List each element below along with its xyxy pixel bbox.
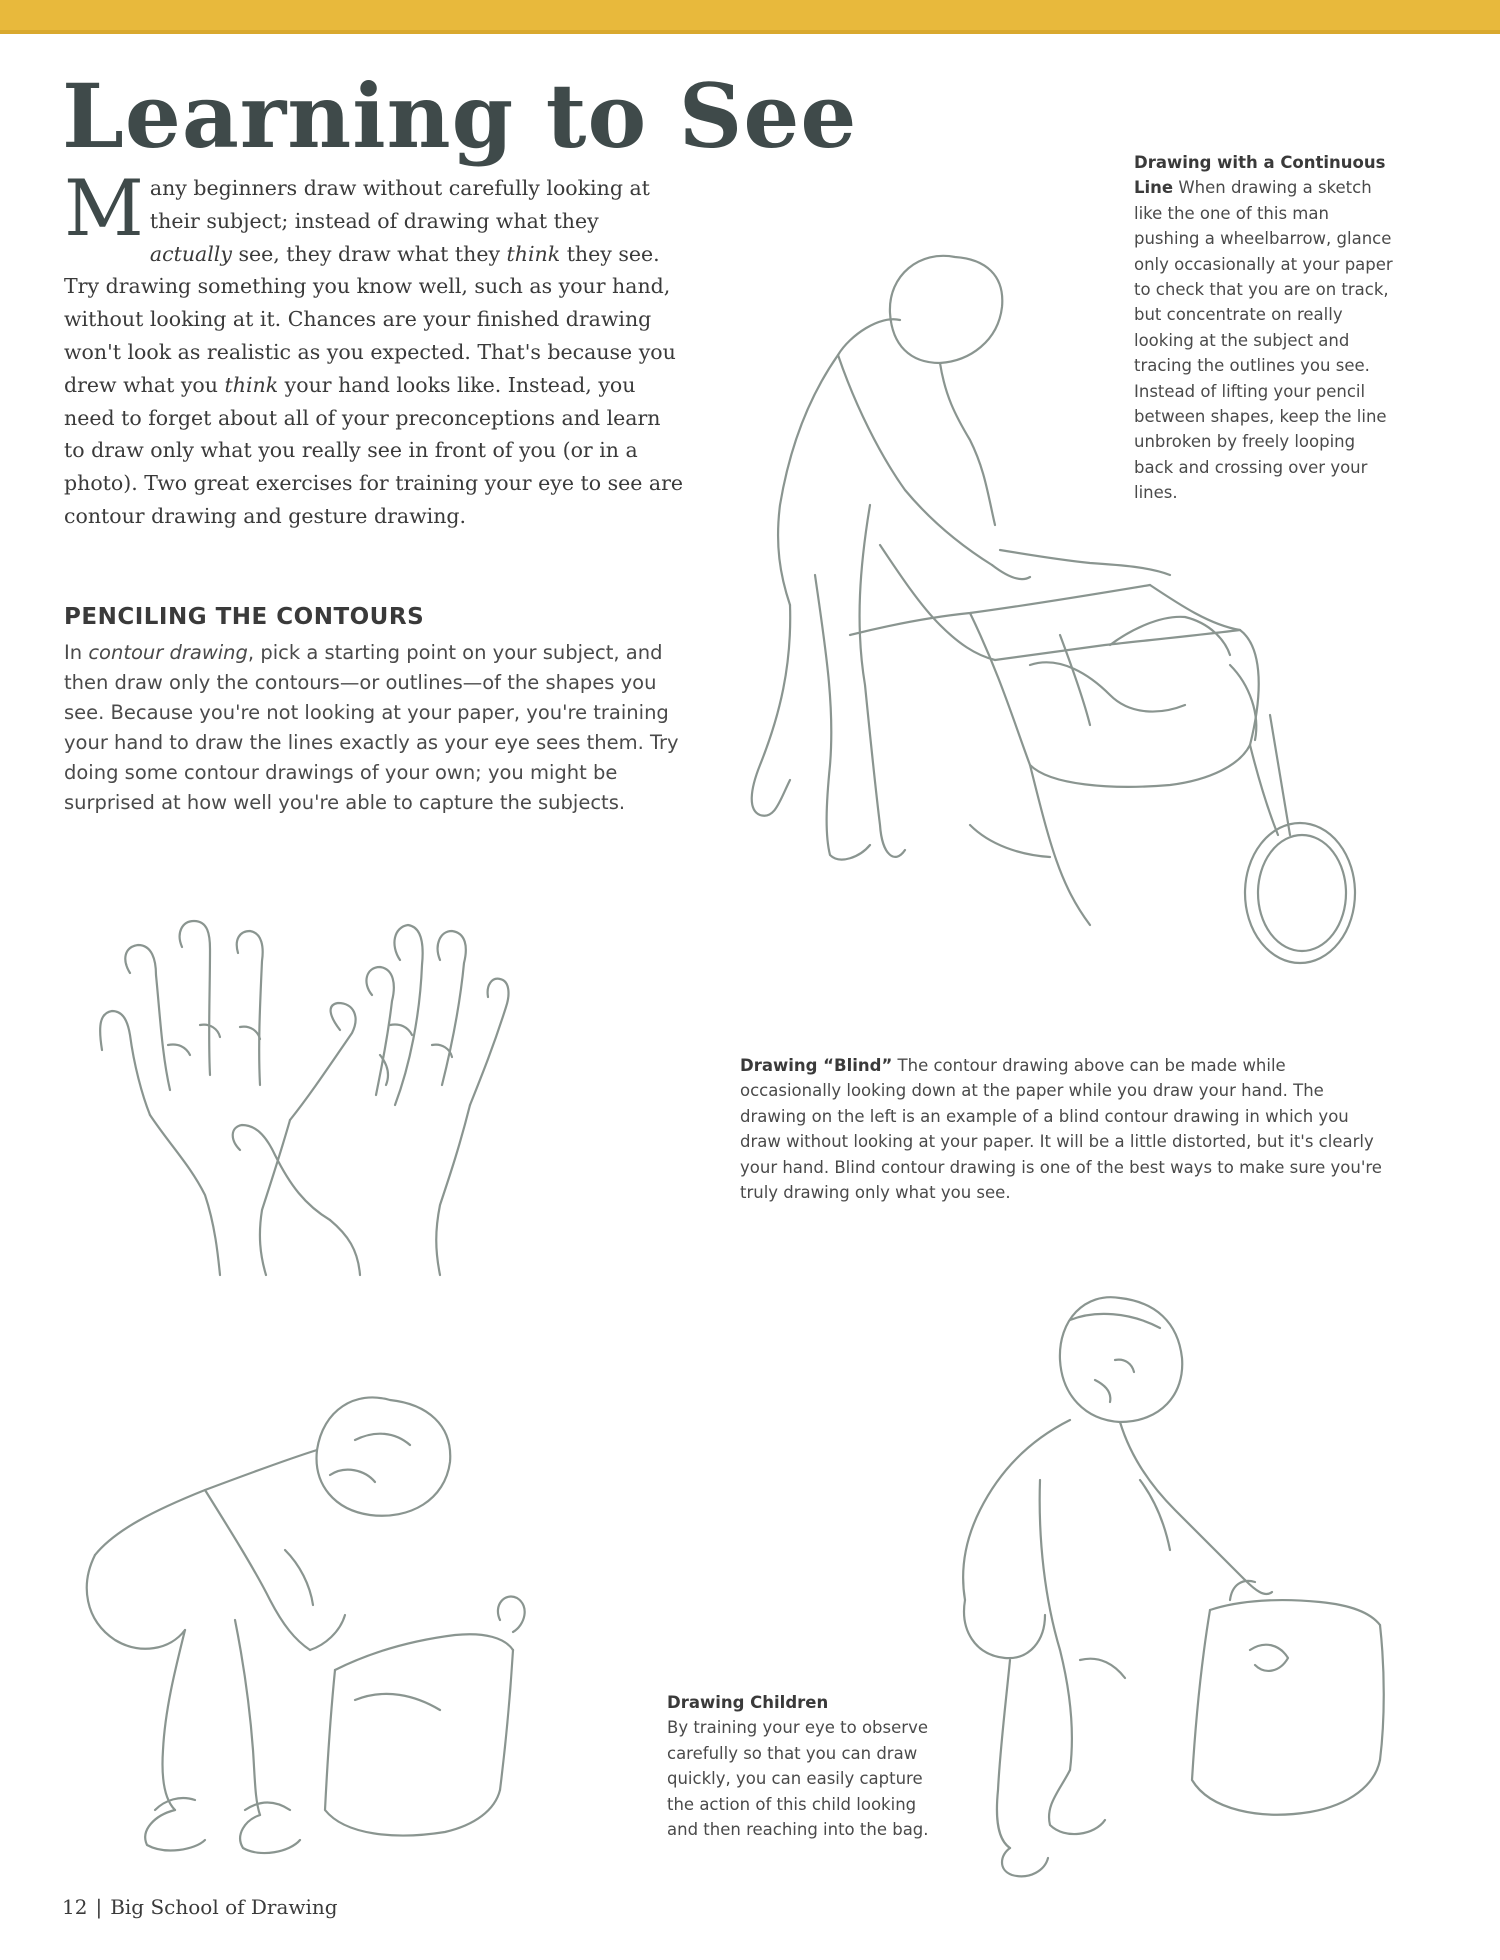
drop-cap: M (64, 164, 144, 254)
intro-text-3: they see. Try drawing something you know well, such as your hand, without looking at it. Chances are your finished drawing won't look as realistic as you expected. That's because you drew what you (64, 241, 676, 397)
intro-text-2: see, they draw what they (231, 241, 507, 266)
caption-drawing-blind-title: Drawing “Blind” (740, 1056, 893, 1075)
caption-drawing-blind (740, 1053, 1390, 1205)
hands-contour-sketch (90, 905, 630, 1275)
caption-drawing-children-text: By training your eye to observe carefully so that you can draw quickly, you can easily capture the action of this child looking and then reaching into the bag. (667, 1718, 929, 1840)
book-title: Big School of Drawing (110, 1895, 338, 1919)
intro-text-4: your hand looks like. Instead, you need to forget about all of your preconceptions and learn to draw only what you really see in front of you (or in a photo). Two great exercises for training your eye to see are contour drawing and gesture drawing. (64, 372, 684, 528)
footer-separator: | (95, 1895, 103, 1919)
page-number: 12 (62, 1895, 88, 1919)
section-heading: PENCILING THE CONTOURS (64, 604, 425, 630)
section-text-1: In (64, 641, 89, 664)
top-accent-band (0, 0, 1500, 34)
caption-drawing-children (667, 1690, 947, 1842)
top-accent-band-shade (0, 30, 1500, 34)
caption-drawing-blind-text: The contour drawing above can be made while occasionally looking down at the paper while you draw your hand. The drawing on the left is an example of a blind contour drawing in which you draw without looking at your paper. It will be a little distorted, but it's clearly your hand. Blind contour drawing is one of the best ways to make sure you're truly drawing only what you see. (740, 1056, 1382, 1203)
intro-text-1: any beginners draw without carefully looking at their subject; instead of drawing what they (149, 176, 650, 233)
caption-drawing-children-title: Drawing Children (667, 1693, 829, 1712)
section-paragraph (64, 638, 694, 818)
caption-continuous-line-title: Drawing with a Continuous Line (1134, 153, 1386, 198)
intro-emphasis-actually: actually (149, 241, 232, 266)
page-footer (62, 1895, 338, 1919)
intro-emphasis-think-2: think (224, 372, 279, 397)
section-emphasis-contour-drawing: contour drawing (88, 641, 248, 664)
child-looking-sketch (55, 1370, 635, 1860)
intro-paragraph (64, 164, 684, 533)
child-reaching-sketch (920, 1280, 1410, 1880)
intro-emphasis-think-1: think (506, 241, 561, 266)
page-title: Learning to See (62, 64, 858, 168)
section-text-2: , pick a starting point on your subject, and then draw only the contours—or outlines—of the shapes you see. Because you're not looking at your paper, you're training your hand to draw the lines exactly as your eye sees them. Try doing some contour drawings of your own; you might be surprised at how well you're able to capture the subjects. (64, 641, 679, 814)
caption-continuous-line-text: When drawing a sketch like the one of this man pushing a wheelbarrow, glance only occasionally at your paper to check that you are on track, but concentrate on really looking at the subject and tracing the outlines you see. Instead of lifting your pencil between shapes, keep the line unbroken by freely looping back and crossing over your lines. (1134, 178, 1393, 503)
caption-continuous-line (1134, 150, 1399, 506)
